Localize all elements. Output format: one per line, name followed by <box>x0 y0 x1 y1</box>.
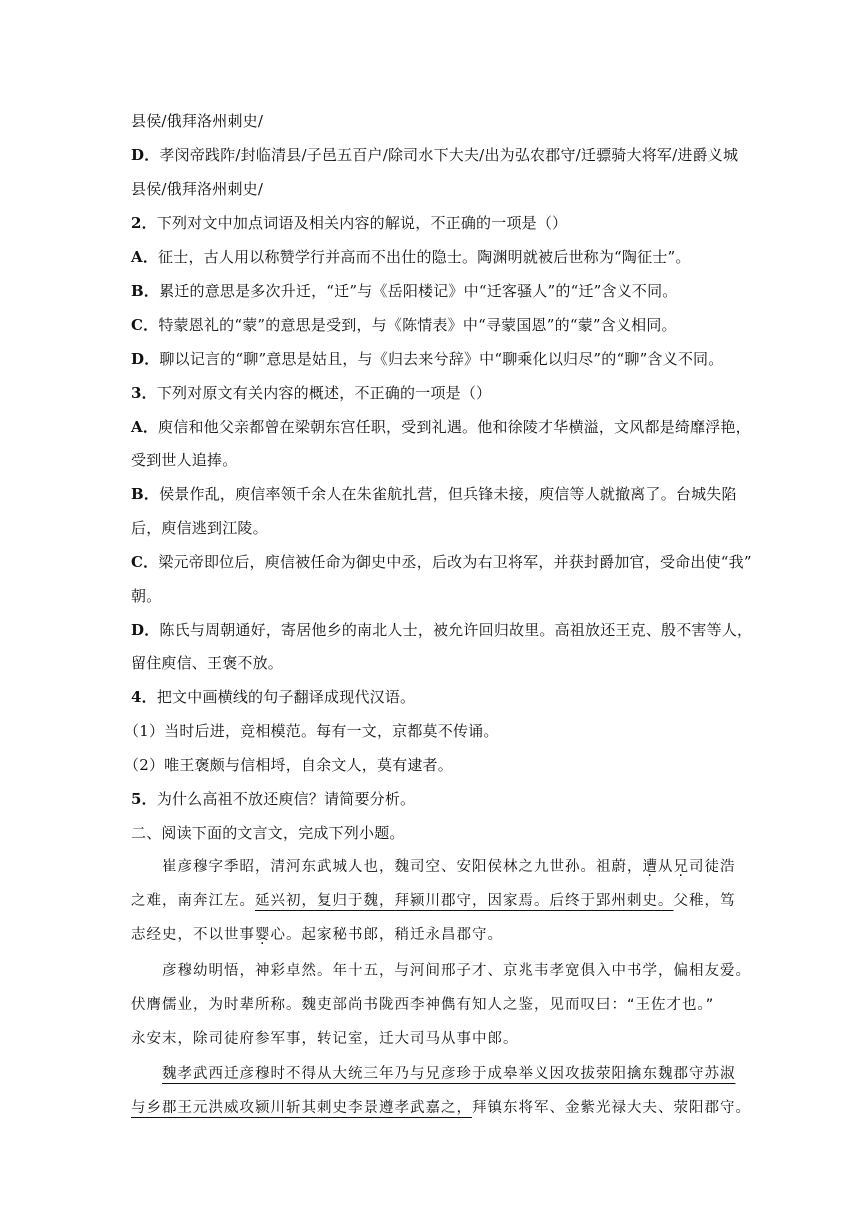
q1-option-c-continuation: 县侯/俄拜洛州刺史/ <box>131 112 264 130</box>
q2-option-c: C．特蒙恩礼的“蒙”的意思是受到，与《陈情表》中“寻蒙国恩”的“蒙”含义相同。 <box>131 316 677 334</box>
q3-option-d: D．陈氏与周朝通好，寄居他乡的南北人士，被允许回归故里。高祖放还王克、殷不害等人， <box>131 621 753 639</box>
section2-title: 二、阅读下面的文言文，完成下列小题。 <box>131 824 405 842</box>
q3-option-c-continuation: 朝。 <box>131 587 162 605</box>
q3-option-d-continuation: 留住庾信、王褒不放。 <box>131 654 284 672</box>
passage-p3-line1 <box>162 1063 762 1085</box>
underlined-sentence: 魏孝武西迁彦穆时不得从大统三年乃与兄彦珍于成皋举义因攻拔荥阳擒东魏郡守苏淑 <box>162 1066 736 1082</box>
q3-stem: 3．下列对原文有关内容的概述，不正确的一项是（） <box>131 384 492 402</box>
q2-option-d: D．聊以记言的“聊”意思是姑且，与《归去来兮辞》中“聊乘化以归尽”的“聊”含义不同。 <box>131 350 724 368</box>
q2-option-a: A．征士，古人用以称赞学行并高而不出仕的隐士。陶渊明就被后世称为“陶征士”。 <box>131 248 691 266</box>
passage-p2-line3: 永安末，除司徒府参军事，转记室，迁大司马从事中郎。 <box>131 1031 519 1047</box>
q2-stem: 2．下列对文中加点词语及相关内容的解说，不正确的一项是（） <box>131 214 568 232</box>
dotted-char: 兄 <box>673 859 689 875</box>
q3-option-c: C．梁元帝即位后，庾信被任命为御史中丞，后改为右卫将军，并获封爵加官，受命出使“我” <box>131 553 752 571</box>
passage-p3-line2: 与乡郡王元洪威攻颍川斩其刺史李景遵孝武嘉之，拜镇东将军、金紫光禄大夫、荥阳郡守。 <box>131 1100 751 1116</box>
q4-sentence-1: （1）当时后进，竞相模范。每有一文，京都莫不传诵。 <box>124 722 499 740</box>
dotted-char: 婴 <box>255 927 271 943</box>
passage-p1-line3: 志经史，不以世事婴心。起家秘书郎，稍迁永昌郡守。 <box>131 927 503 943</box>
q5-stem: 5．为什么高祖不放还庾信？请简要分析。 <box>131 790 416 808</box>
passage-p2-line1: 彦穆幼明悟，神彩卓然。年十五，与河间邢子才、京兆韦孝宽俱入中书学，偏相友爱。 <box>162 963 751 979</box>
q2-option-b: B．累迁的意思是多次升迁，“迁”与《岳阳楼记》中“迁客骚人”的“迁”含义不同。 <box>131 282 678 300</box>
q4-stem: 4．把文中画横线的句子翻译成现代汉语。 <box>131 688 416 706</box>
q1-option-d-continuation: 县侯/俄拜洛州刺史/ <box>131 180 264 198</box>
q1-option-d: D．孝闵帝践阼/封临清县/子邑五百户/除司水下大夫/出为弘农郡守/迁骠骑大将军/进爵义城 <box>131 146 739 164</box>
passage-p2-line2: 伏膺儒业，为时辈所称。魏吏部尚书陇西李神儁有知人之鉴，见而叹曰：“王佐才也。” <box>131 997 715 1013</box>
passage-p1-line2: 之难，南奔江左。延兴初，复归于魏，拜颍川郡守，因家焉。后终于郢州刺史。父稚，笃 <box>131 893 736 909</box>
q3-option-a-continuation: 受到世人追捧。 <box>131 451 238 469</box>
passage-p1-line1: 崔彦穆字季昭，清河东武城人也，魏司空、安阳侯林之九世孙。祖蔚，遭从兄司徒浩 <box>162 859 736 875</box>
q4-sentence-2: （2）唯王褒颇与信相埒，自余文人，莫有逮者。 <box>124 756 453 774</box>
underlined-sentence: 延兴初，复归于魏，拜颍川郡守，因家焉。后终于郢州刺史。 <box>255 893 674 909</box>
underlined-sentence: 与乡郡王元洪威攻颍川斩其刺史李景遵孝武嘉之， <box>131 1100 472 1116</box>
q3-option-b: B．侯景作乱，庾信率领千余人在朱雀航扎营，但兵锋未接，庾信等人就撤离了。台城失陷 <box>131 485 737 503</box>
q3-option-b-continuation: 后，庾信逃到江陵。 <box>131 519 268 537</box>
dotted-char: 遭 <box>642 859 658 875</box>
q3-option-a: A．庾信和他父亲都曾在梁朝东宫任职，受到礼遇。他和徐陵才华横溢，文风都是绮靡浮艳， <box>131 418 751 436</box>
